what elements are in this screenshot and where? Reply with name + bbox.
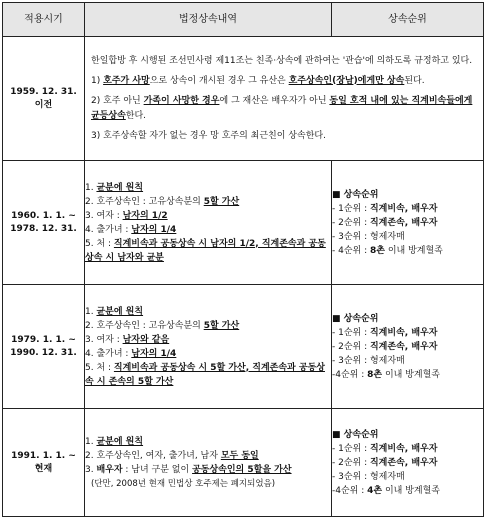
- order-title: ■ 상속순위: [332, 429, 379, 440]
- item-num: 1.: [85, 306, 97, 317]
- order-3: - 3순위 : 형제자매: [332, 471, 405, 482]
- order-rank: - 1순위 :: [332, 327, 370, 338]
- rule-2-tail: 한다.: [125, 110, 147, 121]
- item-text: 4. 출가녀 :: [85, 224, 132, 235]
- period-cell: [3, 285, 85, 409]
- rule-2-emph: 가족이 사망한 경우: [143, 95, 220, 106]
- order-rank: - 4순위 :: [332, 245, 370, 256]
- content-note: (단만, 2008년 현재 민법상 호주제는 폐지되었음): [91, 478, 276, 489]
- order-2: [332, 340, 483, 354]
- rule-1-num: 1): [91, 75, 104, 86]
- order-4: [332, 484, 483, 498]
- content-cell: [85, 409, 332, 517]
- item-text: : 남녀 구분 없이: [122, 464, 193, 475]
- rule-1-emph2: 호주상속인(장남)에게만 상속: [288, 75, 405, 86]
- table-row: [3, 37, 484, 161]
- order-rank: - 1순위 :: [332, 443, 370, 454]
- order-title: ■ 상속순위: [332, 189, 379, 200]
- order-3: - 3순위 : 형제자매: [332, 231, 405, 242]
- content-item-2: [85, 319, 331, 333]
- content-cell: [85, 161, 332, 285]
- order-rank: -4순위 :: [332, 485, 368, 496]
- item-emph: 균분에 원칙: [96, 436, 144, 447]
- rule-1-emph: 호주가 사망: [103, 75, 150, 86]
- item-emph: 남자의 1/4: [131, 224, 177, 235]
- order-1: [332, 326, 483, 340]
- period-end: 이전: [34, 99, 53, 110]
- period-cell: [3, 409, 85, 517]
- item-emph: 남자의 1/2: [122, 210, 168, 221]
- order-cell: [332, 285, 484, 409]
- header-order: 상속순위: [332, 3, 484, 37]
- order-heirs: 이내 방계혈족: [382, 369, 440, 380]
- content-cell: [85, 285, 332, 409]
- order-cell: [332, 409, 484, 517]
- rule-1-tail: 된다.: [404, 75, 425, 86]
- item-emph: 균분에 원칙: [96, 306, 144, 317]
- table-row: [3, 409, 484, 517]
- order-degree: 8촌: [367, 369, 383, 380]
- content-item-1: [85, 305, 331, 319]
- content-item-5: [85, 237, 331, 265]
- item-emph: 모두 동일: [220, 450, 259, 461]
- period-cell: [3, 161, 85, 285]
- header-period: 적용시기: [3, 3, 85, 37]
- inheritance-table: [2, 2, 484, 517]
- order-rank: -4순위 :: [332, 369, 368, 380]
- rule-2-num: 2) 호주 아닌: [91, 95, 144, 106]
- order-rank: - 1순위 :: [332, 203, 370, 214]
- order-1: [332, 442, 483, 456]
- period-end: 1990. 12. 31.: [10, 347, 77, 358]
- item-emph: 배우자: [96, 464, 123, 475]
- item-emph2: 공동상속인의 5할을 가산: [192, 464, 292, 475]
- order-heirs: 직계비속, 배우자: [369, 443, 438, 454]
- rule-1-text: 으로 상속이 개시된 경우 그 유산은: [149, 75, 289, 86]
- order-4: [332, 244, 483, 258]
- item-emph: 5할 가산: [203, 320, 240, 331]
- order-heirs: 직계존속, 배우자: [369, 341, 438, 352]
- order-2: [332, 216, 483, 230]
- period-cell: [3, 37, 85, 161]
- rule-item-2: [91, 94, 475, 124]
- order-heirs: 직계존속, 배우자: [369, 217, 438, 228]
- item-emph: 남자와 같음: [122, 334, 170, 345]
- order-degree: 8촌: [369, 245, 385, 256]
- item-num: 1.: [85, 436, 97, 447]
- period-end: 현재: [34, 463, 53, 474]
- content-item-4: [85, 223, 331, 237]
- item-text: 2. 호주상속인, 여자, 출가녀, 남자: [85, 450, 221, 461]
- item-emph: 직계비속과 공동상속 시 남자의 1/2, 직계존속과 공동상속 시 남자와 균분: [85, 238, 326, 263]
- intro-text: 한일합방 후 시행된 조선민사령 제11조는 친족·상속에 관하여는 '관습'에 의하도록 규정하고 있다.: [91, 55, 473, 66]
- content-item-3: [85, 209, 331, 223]
- order-rank: - 2순위 :: [332, 217, 370, 228]
- item-emph: 직계비속과 공동상속 시 5할 가산, 직계존속과 공동상속 시 존속의 5할 가산: [85, 362, 325, 387]
- period-start: 1979. 1. 1. ~: [11, 334, 76, 345]
- order-1: [332, 202, 483, 216]
- order-heirs: 직계존속, 배우자: [369, 457, 438, 468]
- item-text: 3. 여자 :: [85, 334, 123, 345]
- rule-item-1: [91, 74, 475, 89]
- header-content: 법정상속내역: [85, 3, 332, 37]
- item-text: 3. 여자 :: [85, 210, 123, 221]
- item-emph: 남자의 1/4: [131, 348, 177, 359]
- order-heirs: 이내 방계혈족: [382, 485, 440, 496]
- order-heirs: 직계비속, 배우자: [369, 327, 438, 338]
- table-row: [3, 285, 484, 409]
- order-4: [332, 368, 483, 382]
- item-text: 2. 호주상속인 : 고유상속분의: [85, 320, 204, 331]
- item-text: 4. 출가녀 :: [85, 348, 132, 359]
- order-heirs: 직계비속, 배우자: [369, 203, 438, 214]
- table-row: [3, 161, 484, 285]
- content-item-2: [85, 195, 331, 209]
- order-3: - 3순위 : 형제자매: [332, 355, 405, 366]
- item-num: 1.: [85, 182, 97, 193]
- content-item-2: [85, 449, 331, 463]
- order-cell: [332, 161, 484, 285]
- period-start: 1991. 1. 1. ~: [11, 450, 76, 461]
- content-item-3: [85, 463, 331, 477]
- item-emph: 5할 가산: [203, 196, 240, 207]
- content-item-1: [85, 435, 331, 449]
- order-2: [332, 456, 483, 470]
- content-cell: [85, 37, 484, 161]
- order-title: ■ 상속순위: [332, 313, 379, 324]
- item-emph: 균분에 원칙: [96, 182, 144, 193]
- header-row: [3, 3, 484, 37]
- order-rank: - 2순위 :: [332, 341, 370, 352]
- period-start: 1960. 1. 1. ~: [11, 210, 76, 221]
- order-degree: 4촌: [367, 485, 383, 496]
- order-rank: - 2순위 :: [332, 457, 370, 468]
- rule-2-emph2: 동일 호적 내에 있는 직계비속들에게 균등상속: [91, 95, 473, 121]
- rule-item-3: 3) 호주상속할 자가 없는 경우 망 호주의 최근친이 상속한다.: [91, 130, 326, 141]
- period-end: 1978. 12. 31.: [10, 223, 77, 234]
- item-text: 2. 호주상속인 : 고유상속분의: [85, 196, 204, 207]
- content-item-5: [85, 361, 331, 389]
- content-item-4: [85, 347, 331, 361]
- item-text: 5. 처 :: [85, 362, 114, 373]
- content-item-3: [85, 333, 331, 347]
- content-item-1: [85, 181, 331, 195]
- rule-2-text: 에 그 재산은 배우자가 아닌: [219, 95, 330, 106]
- item-text: 5. 처 :: [85, 238, 114, 249]
- item-num: 3.: [85, 464, 97, 475]
- period-start: 1959. 12. 31.: [10, 86, 77, 97]
- order-heirs: 이내 방계혈족: [384, 245, 443, 256]
